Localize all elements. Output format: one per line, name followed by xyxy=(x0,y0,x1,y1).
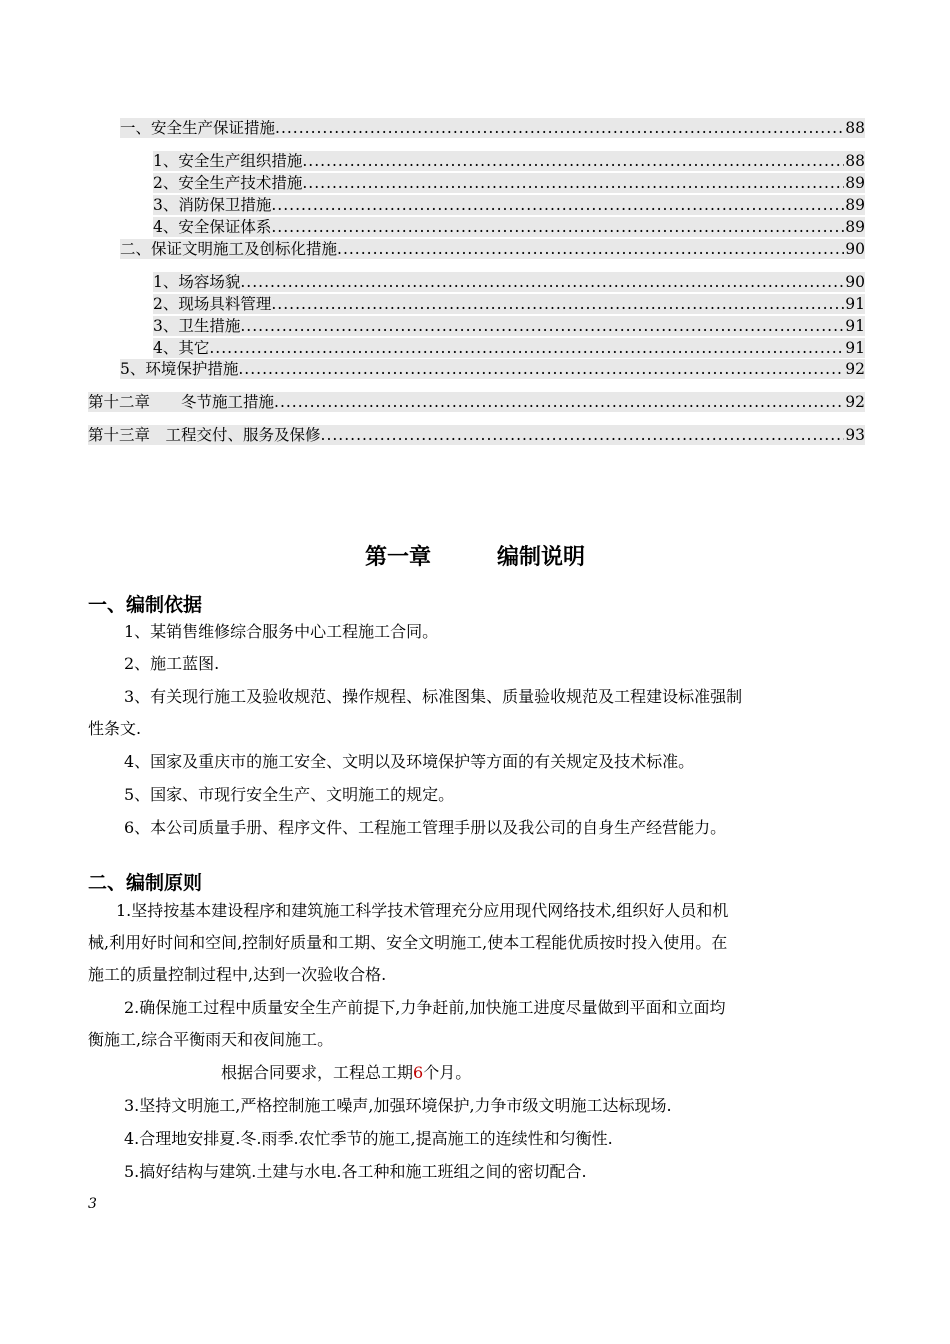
toc-entry[interactable] xyxy=(120,239,865,259)
toc-entry-page: 89 xyxy=(845,174,865,192)
toc-entry[interactable] xyxy=(120,359,865,379)
toc-entry-title: 1、安全生产组织措施 xyxy=(153,152,303,170)
toc-leader-dots xyxy=(302,151,844,171)
toc-entry[interactable] xyxy=(153,195,865,215)
paragraph-line: 2.确保施工过程中质量安全生产前提下,力争赶前,加快施工进度尽量做到平面和立面均 xyxy=(124,998,726,1017)
toc-entry[interactable] xyxy=(88,425,865,445)
toc-leader-dots xyxy=(209,338,844,358)
toc-leader-dots xyxy=(240,272,844,292)
toc-entry-title: 4、其它 xyxy=(153,339,210,357)
chapter-number: 第一章 xyxy=(364,545,431,570)
duration-prefix: 根据合同要求，工程总工期 xyxy=(221,1063,414,1082)
toc-entry[interactable] xyxy=(153,217,865,237)
chapter-title xyxy=(0,540,950,571)
toc-entry-title: 二、保证文明施工及创标化措施 xyxy=(120,240,338,258)
toc-leader-dots xyxy=(321,425,845,445)
toc-entry-title: 一、安全生产保证措施 xyxy=(120,119,276,137)
toc-entry-title: 2、现场具料管理 xyxy=(153,295,272,313)
toc-entry-page: 88 xyxy=(845,119,865,137)
toc-entry-page: 89 xyxy=(845,196,865,214)
toc-entry-page: 91 xyxy=(845,339,865,357)
duration-line xyxy=(221,1063,471,1083)
toc-entry-page: 91 xyxy=(845,317,865,335)
paragraph-line: 械,利用好时间和空间,控制好质量和工期、安全文明施工,使本工程能优质按时投入使用。在 xyxy=(88,933,728,952)
toc-entry-title: 第十二章 冬节施工措施 xyxy=(88,393,275,411)
toc-leader-dots xyxy=(238,359,844,379)
duration-suffix: 个月。 xyxy=(423,1063,472,1082)
toc-entry[interactable] xyxy=(153,338,865,358)
toc-entry[interactable] xyxy=(120,118,865,138)
paragraph-line: 6、本公司质量手册、程序文件、工程施工管理手册以及我公司的自身生产经营能力。 xyxy=(124,818,727,837)
section-heading: 一、编制依据 xyxy=(88,594,203,616)
toc-entry-page: 90 xyxy=(845,273,865,291)
paragraph-line: 5.搞好结构与建筑.土建与水电.各工种和施工班组之间的密切配合. xyxy=(124,1162,587,1181)
toc-entry-page: 92 xyxy=(845,393,865,411)
paragraph-line: 4、国家及重庆市的施工安全、文明以及环境保护等方面的有关规定及技术标准。 xyxy=(124,752,695,771)
paragraph-line: 2、施工蓝图. xyxy=(124,654,220,673)
toc-entry-title: 3、卫生措施 xyxy=(153,317,241,335)
toc-entry-title: 5、环境保护措施 xyxy=(120,360,239,378)
toc-leader-dots xyxy=(275,118,844,138)
paragraph-line: 3.坚持文明施工,严格控制施工噪声,加强环境保护,力争市级文明施工达标现场. xyxy=(124,1096,672,1115)
toc-entry[interactable] xyxy=(153,151,865,171)
toc-entry-title: 4、安全保证体系 xyxy=(153,218,272,236)
toc-leader-dots xyxy=(271,294,844,314)
paragraph-line: 衡施工,综合平衡雨天和夜间施工。 xyxy=(88,1030,334,1049)
toc-leader-dots xyxy=(337,239,844,259)
toc-entry[interactable] xyxy=(88,392,865,412)
toc-entry-page: 88 xyxy=(845,152,865,170)
paragraph-line: 性条文. xyxy=(88,719,142,738)
toc-entry-title: 1、场容场貌 xyxy=(153,273,241,291)
section-heading: 二、编制原则 xyxy=(88,872,203,894)
toc-entry-page: 91 xyxy=(845,295,865,313)
toc-entry-title: 第十三章 工程交付、服务及保修 xyxy=(88,426,321,444)
chapter-name: 编制说明 xyxy=(497,545,586,570)
paragraph-line: 4.合理地安排夏.冬.雨季.农忙季节的施工,提高施工的连续性和匀衡性. xyxy=(124,1129,613,1148)
toc-entry-title: 2、安全生产技术措施 xyxy=(153,174,303,192)
paragraph-line: 施工的质量控制过程中,达到一次验收合格. xyxy=(88,965,387,984)
paragraph-line: 1、某销售维修综合服务中心工程施工合同。 xyxy=(124,622,439,641)
toc-entry[interactable] xyxy=(153,294,865,314)
paragraph-line: 5、国家、市现行安全生产、文明施工的规定。 xyxy=(124,785,455,804)
paragraph-line: 3、有关现行施工及验收规范、操作规程、标准图集、质量验收规范及工程建设标准强制 xyxy=(124,687,743,706)
toc-leader-dots xyxy=(302,173,844,193)
toc-leader-dots xyxy=(271,217,844,237)
toc-leader-dots xyxy=(274,392,844,412)
toc-entry[interactable] xyxy=(153,173,865,193)
toc-entry-title: 3、消防保卫措施 xyxy=(153,196,272,214)
toc-entry-page: 93 xyxy=(845,426,865,444)
toc-entry-page: 89 xyxy=(845,218,865,236)
page-number: 3 xyxy=(88,1196,97,1212)
toc-entry-page: 90 xyxy=(845,240,865,258)
toc-entry-page: 92 xyxy=(845,360,865,378)
toc-entry[interactable] xyxy=(153,272,865,292)
duration-value: 6 xyxy=(413,1063,424,1082)
toc-entry[interactable] xyxy=(153,316,865,336)
paragraph-line: 1.坚持按基本建设程序和建筑施工科学技术管理充分应用现代网络技术,组织好人员和机 xyxy=(116,901,729,920)
toc-leader-dots xyxy=(240,316,844,336)
toc-leader-dots xyxy=(271,195,844,215)
